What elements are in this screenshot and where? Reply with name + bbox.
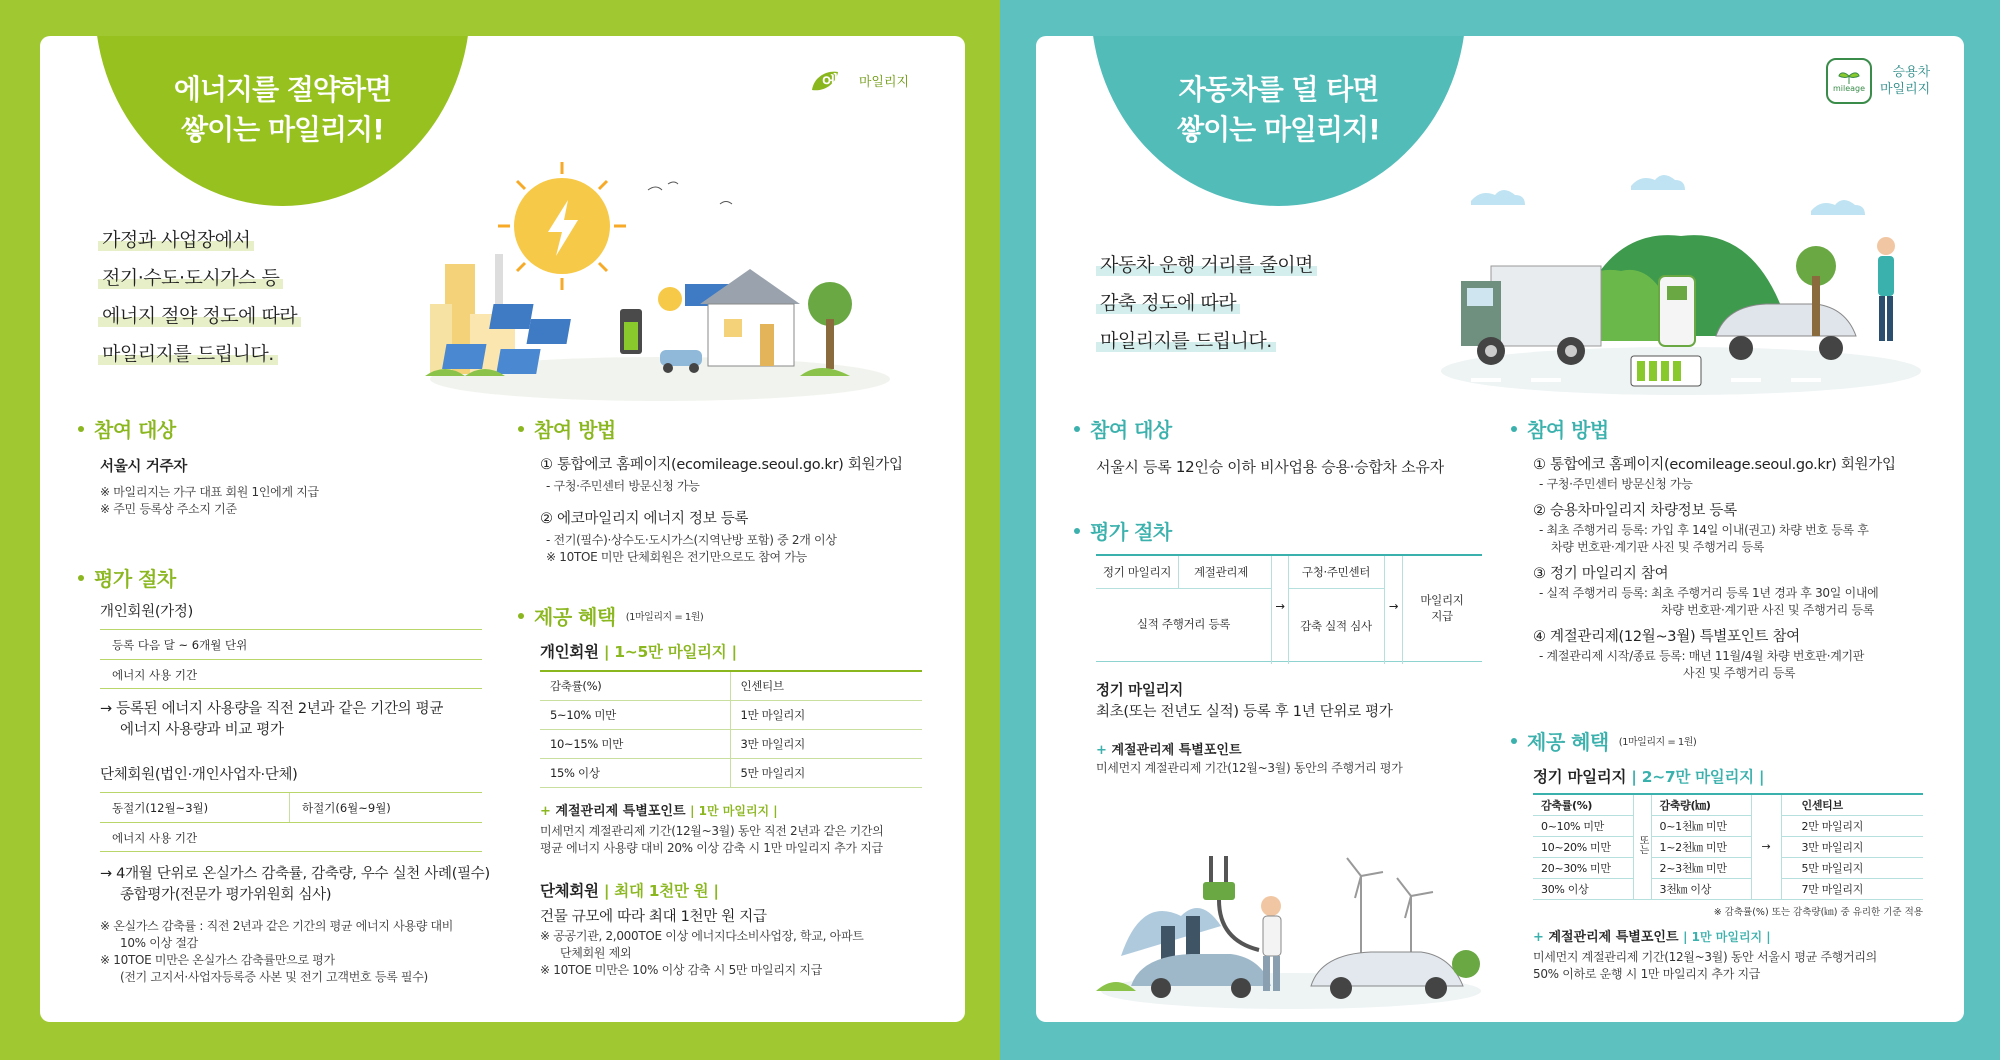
logo-text-1: 에코 bbox=[822, 73, 855, 93]
target-heading bbox=[1074, 414, 1474, 443]
divider bbox=[1288, 556, 1289, 664]
target-note: ※ 주민 등록상 주소지 기준 bbox=[100, 502, 237, 516]
ev-charging-illustration bbox=[1091, 836, 1491, 1016]
table-header: 인센티브 bbox=[1801, 798, 1843, 812]
method-step: ② 에코마일리지 에너지 정보 등록 bbox=[540, 511, 749, 527]
group-period-table bbox=[100, 792, 482, 852]
evaluation-heading bbox=[1074, 516, 1474, 545]
bullet-icon bbox=[78, 426, 84, 432]
table-cell: 3만 마일리지 bbox=[740, 736, 805, 751]
energy-city-illustration bbox=[420, 154, 920, 414]
intro-text bbox=[98, 221, 301, 373]
car-mileage-logo bbox=[1826, 58, 1930, 104]
process-table bbox=[1096, 554, 1482, 662]
table-header-row bbox=[1533, 794, 1923, 815]
intro-line: 자동차 운행 거리를 줄이면 bbox=[1096, 254, 1317, 276]
table-cell: 3천㎞ 이상 bbox=[1659, 882, 1712, 896]
banner bbox=[95, 36, 470, 206]
eval-note: ※ 온실가스 감축률 : 직전 2년과 같은 기간의 평균 에너지 사용량 대비 bbox=[100, 919, 454, 933]
heading-text: 평가 절차 bbox=[94, 567, 176, 591]
target-note: ※ 마일리지는 가구 대표 회원 1인에게 지급 bbox=[100, 485, 319, 499]
special-title bbox=[540, 800, 928, 819]
eco-mileage-logo bbox=[810, 68, 909, 93]
intro-line: 마일리지를 드립니다. bbox=[98, 343, 278, 365]
banner-title: 자동차를 덜 타면 쌓이는 마일리지! bbox=[1177, 73, 1380, 146]
subtitle: 개인회원 bbox=[540, 643, 599, 661]
car-mileage-card bbox=[1036, 36, 1964, 1022]
eval-note: (전기 고지서·사업자등록증 사본 및 전기 고객번호 등록 필수) bbox=[120, 970, 428, 984]
eval-note: 10% 이상 절감 bbox=[120, 936, 198, 950]
arrow-icon: → bbox=[1751, 794, 1781, 899]
method-step-note: - 구청·주민센터 방문신청 가능 bbox=[1539, 477, 1693, 491]
bullet-icon bbox=[518, 613, 524, 619]
range-label: | 1만 마일리지 | bbox=[1683, 929, 1771, 944]
process-step: 실적 주행거리 등록 bbox=[1136, 617, 1231, 631]
sprout-icon bbox=[1837, 70, 1861, 84]
group-benefit-main: 건물 규모에 따라 최대 1천만 원 지급 bbox=[540, 908, 767, 925]
special-desc: 미세먼지 계절관리제 기간(12월~3월) 동안의 주행거리 평가 bbox=[1096, 761, 1403, 775]
group-benefit-note: ※ 10TOE 미만은 10% 이상 감축 시 5만 마일리지 지급 bbox=[540, 962, 823, 977]
logo-line: 승용차 bbox=[1892, 65, 1931, 80]
table-cell: 5만 마일리지 bbox=[1801, 861, 1864, 875]
personal-period-table bbox=[100, 629, 482, 689]
heading-text: 참여 방법 bbox=[1527, 418, 1609, 442]
table-cell: 0~1천㎞ 미만 bbox=[1659, 819, 1727, 833]
target-section bbox=[1074, 414, 1474, 478]
target-main: 서울시 등록 12인승 이하 비사업용 승용·승합차 소유자 bbox=[1096, 458, 1444, 476]
target-main: 서울시 거주자 bbox=[100, 459, 187, 475]
method-step: ① 통합에코 홈페이지(ecomileage.seoul.go.kr) 회원가입 bbox=[1533, 457, 1896, 473]
table-cell: 2만 마일리지 bbox=[1801, 819, 1864, 833]
table-cell: 30% 이상 bbox=[1541, 882, 1589, 896]
arrow-icon: → bbox=[1388, 599, 1399, 613]
method-step-note: ※ 10TOE 미만 단체회원은 전기만으로도 참여 가능 bbox=[546, 550, 807, 564]
regular-benefit-table bbox=[1533, 793, 1923, 918]
badge-text: mileage bbox=[1832, 83, 1866, 93]
table-row bbox=[540, 729, 922, 758]
heading-text: 제공 혜택 bbox=[534, 605, 616, 629]
logo-text bbox=[1880, 64, 1930, 98]
heading-text: 참여 대상 bbox=[94, 418, 176, 442]
or-label-text: 또는 bbox=[1637, 835, 1648, 855]
eval-note: ※ 10TOE 미만은 온실가스 감축률만으로 평가 bbox=[100, 953, 335, 967]
special-desc: 미세먼지 계절관리제 기간(12월~3월) 동안 직전 2년과 같은 기간의 bbox=[540, 823, 884, 838]
intro-text bbox=[1096, 246, 1317, 360]
table-cell: 0~10% 미만 bbox=[1541, 819, 1605, 833]
process-step: 마일리지 지급 bbox=[1420, 593, 1464, 623]
group-benefit-note: 단체회원 제외 bbox=[560, 945, 632, 960]
evaluation-section bbox=[1074, 516, 1474, 545]
plus-icon: + bbox=[1533, 929, 1544, 945]
benefit-unit: (1마일리지 = 1원) bbox=[625, 612, 704, 623]
bullet-icon bbox=[518, 426, 524, 432]
special-title-text: 계절관리제 특별포인트 bbox=[1111, 743, 1242, 758]
car-logo-badge bbox=[1826, 58, 1872, 104]
bullet-icon bbox=[1074, 426, 1080, 432]
group-desc: → 4개월 단위로 온실가스 감축률, 감축량, 우수 실천 사례(필수) bbox=[100, 866, 490, 882]
group-cell: 하절기(6월~9월) bbox=[302, 801, 391, 815]
intro-line: 전기·수도·도시가스 등 bbox=[98, 267, 283, 289]
banner-title: 에너지를 절약하면 쌓이는 마일리지! bbox=[173, 73, 392, 146]
banner bbox=[1091, 36, 1466, 206]
plus-icon: + bbox=[540, 803, 551, 819]
divider bbox=[1288, 588, 1384, 589]
personal-desc: 에너지 사용량과 비교 평가 bbox=[120, 722, 284, 738]
plus-icon: + bbox=[1096, 743, 1107, 758]
intro-line: 감축 정도에 따라 bbox=[1096, 292, 1240, 314]
group-row bbox=[100, 792, 482, 822]
table-cell: 5만 마일리지 bbox=[740, 765, 805, 780]
special-title bbox=[1533, 926, 1941, 945]
table-row bbox=[1533, 878, 1923, 899]
personal-desc: → 등록된 에너지 사용량을 직전 2년과 같은 기간의 평균 bbox=[100, 701, 444, 717]
table-header: 인센티브 bbox=[740, 678, 784, 693]
eco-mileage-card bbox=[40, 36, 965, 1022]
regular-desc: 최초(또는 전년도 실적) 등록 후 1년 단위로 평가 bbox=[1096, 704, 1393, 720]
table-cell: 1만 마일리지 bbox=[740, 707, 805, 722]
process-head: 계절관리제 bbox=[1193, 565, 1249, 579]
table-cell: 10~15% 미만 bbox=[540, 729, 730, 758]
special-title-text: 계절관리제 특별포인트 bbox=[555, 803, 686, 819]
group-desc: 종합평가(전문가 평가위원회 심사) bbox=[120, 887, 332, 903]
group-cell: 동절기(12월~3월) bbox=[100, 793, 290, 822]
heading-text: 참여 대상 bbox=[1090, 418, 1172, 442]
special-desc: 50% 이하로 운행 시 1만 마일리지 추가 지급 bbox=[1533, 966, 1761, 981]
range-label: | 1만 마일리지 | bbox=[690, 803, 778, 818]
table-cell: 20~30% 미만 bbox=[1541, 861, 1611, 875]
group-row: 에너지 사용 기간 bbox=[100, 822, 482, 852]
benefit-heading bbox=[518, 601, 928, 630]
method-step: ② 승용차마일리지 차량정보 등록 bbox=[1533, 503, 1737, 519]
benefit-unit: (1마일리지 = 1원) bbox=[1618, 737, 1697, 748]
regular-benefit-title bbox=[1533, 765, 1941, 787]
table-row bbox=[540, 700, 922, 729]
table-header: 감축률(%) bbox=[540, 671, 730, 700]
subtitle: 단체회원 bbox=[540, 881, 599, 900]
special-title-text: 계절관리제 특별포인트 bbox=[1548, 929, 1679, 945]
process-step: 감축 실적 심사 bbox=[1300, 619, 1372, 633]
method-step-note: 차량 번호판·계기판 사진 및 주행거리 등록 bbox=[1551, 540, 1765, 554]
group-benefit-title bbox=[540, 879, 928, 901]
process-head: 구청·주민센터 bbox=[1301, 565, 1371, 579]
method-step: ④ 계절관리제(12월~3월) 특별포인트 참여 bbox=[1533, 629, 1800, 645]
method-step: ① 통합에코 홈페이지(ecomileage.seoul.go.kr) 회원가입 bbox=[540, 457, 903, 473]
intro-line: 마일리지를 드립니다. bbox=[1096, 330, 1276, 352]
benefit-heading bbox=[1511, 726, 1941, 755]
evaluation-section bbox=[78, 563, 518, 986]
table-row bbox=[1533, 815, 1923, 836]
personal-benefit-title bbox=[540, 640, 928, 662]
method-step-note: 사진 및 주행거리 등록 bbox=[1683, 666, 1796, 680]
table-note: ※ 감축률(%) 또는 감축량(㎞) 중 유리한 기준 적용 bbox=[1713, 906, 1923, 918]
range-label: | 1~5만 마일리지 | bbox=[603, 643, 737, 661]
regular-eval bbox=[1096, 681, 1496, 777]
table-cell: 5~10% 미만 bbox=[540, 700, 730, 729]
personal-benefit-table bbox=[540, 670, 922, 788]
regular-title: 정기 마일리지 bbox=[1096, 683, 1183, 699]
table-row bbox=[1533, 857, 1923, 878]
method-step-note: - 전기(필수)·상수도·도시가스(지역난방 포함) 중 2개 이상 bbox=[546, 533, 837, 547]
evaluation-heading bbox=[78, 563, 518, 592]
intro-line: 가정과 사업장에서 bbox=[98, 229, 254, 251]
method-section bbox=[518, 414, 938, 566]
bullet-icon bbox=[78, 575, 84, 581]
special-title bbox=[1096, 739, 1496, 758]
process-head: 정기 마일리지 bbox=[1102, 565, 1172, 579]
table-header: 감축률(%) bbox=[1541, 798, 1593, 812]
target-section bbox=[78, 414, 398, 518]
table-cell: 2~3천㎞ 미만 bbox=[1659, 861, 1727, 875]
method-step-note: 차량 번호판·계기판 사진 및 주행거리 등록 bbox=[1661, 603, 1875, 617]
table-row bbox=[540, 758, 922, 787]
car-mileage-panel bbox=[1000, 0, 2000, 1060]
range-label: | 최대 1천만 원 | bbox=[603, 881, 719, 900]
table-cell: 3만 마일리지 bbox=[1801, 840, 1864, 854]
bullet-icon bbox=[1511, 738, 1517, 744]
method-step-note: - 최초 주행거리 등록: 가입 후 14일 이내(권고) 차량 번호 등록 후 bbox=[1539, 523, 1869, 537]
table-cell: 15% 이상 bbox=[540, 758, 730, 787]
heading-text: 참여 방법 bbox=[534, 418, 616, 442]
personal-row: 등록 다음 달 ~ 6개월 단위 bbox=[100, 629, 482, 659]
method-heading bbox=[518, 414, 938, 443]
special-desc: 평균 에너지 사용량 대비 20% 이상 감축 시 1만 마일리지 추가 지급 bbox=[540, 840, 883, 855]
special-desc: 미세먼지 계절관리제 기간(12월~3월) 동안 서울시 평균 주행거리의 bbox=[1533, 949, 1877, 964]
heading-text: 제공 혜택 bbox=[1527, 730, 1609, 754]
personal-row: 에너지 사용 기간 bbox=[100, 659, 482, 689]
table-header: 감축량(㎞) bbox=[1659, 798, 1711, 812]
group-benefit-note: ※ 공공기관, 2,000TOE 이상 에너지다소비사업장, 학교, 아파트 bbox=[540, 928, 864, 943]
table-cell: 10~20% 미만 bbox=[1541, 840, 1611, 854]
bullet-icon bbox=[1511, 426, 1517, 432]
intro-line: 에너지 절약 정도에 따라 bbox=[98, 305, 301, 327]
divider bbox=[1096, 588, 1271, 589]
benefit-section bbox=[1511, 726, 1941, 983]
table-cell: 1~2천㎞ 미만 bbox=[1659, 840, 1727, 854]
method-section bbox=[1511, 414, 1941, 682]
or-label bbox=[1633, 794, 1651, 899]
method-step-note: - 계절관리제 시작/종료 등록: 매년 11월/4월 차량 번호판·계기판 bbox=[1539, 649, 1865, 663]
personal-title: 개인회원(가정) bbox=[100, 604, 193, 620]
subtitle: 정기 마일리지 bbox=[1533, 768, 1627, 786]
table-row bbox=[1533, 836, 1923, 857]
table-cell: 7만 마일리지 bbox=[1801, 882, 1864, 896]
truck-car-illustration bbox=[1431, 156, 1931, 406]
logo-line: 마일리지 bbox=[1880, 82, 1931, 97]
target-heading bbox=[78, 414, 398, 443]
method-step-note: - 구청·주민센터 방문신청 가능 bbox=[546, 479, 700, 493]
benefit-section bbox=[518, 601, 928, 979]
divider bbox=[1178, 556, 1179, 588]
group-title: 단체회원(법인·개인사업자·단체) bbox=[100, 767, 298, 783]
bullet-icon bbox=[1074, 528, 1080, 534]
range-label: | 2~7만 마일리지 | bbox=[1631, 768, 1765, 786]
table-header-row bbox=[540, 671, 922, 700]
heading-text: 평가 절차 bbox=[1090, 520, 1172, 544]
arrow-icon: → bbox=[1275, 599, 1285, 613]
method-heading bbox=[1511, 414, 1941, 443]
method-step: ③ 정기 마일리지 참여 bbox=[1533, 566, 1669, 582]
logo-text-2: 마일리지 bbox=[858, 75, 910, 90]
method-step-note: - 실적 주행거리 등록: 최초 주행거리 등록 1년 경과 후 30일 이내에 bbox=[1539, 586, 1879, 600]
